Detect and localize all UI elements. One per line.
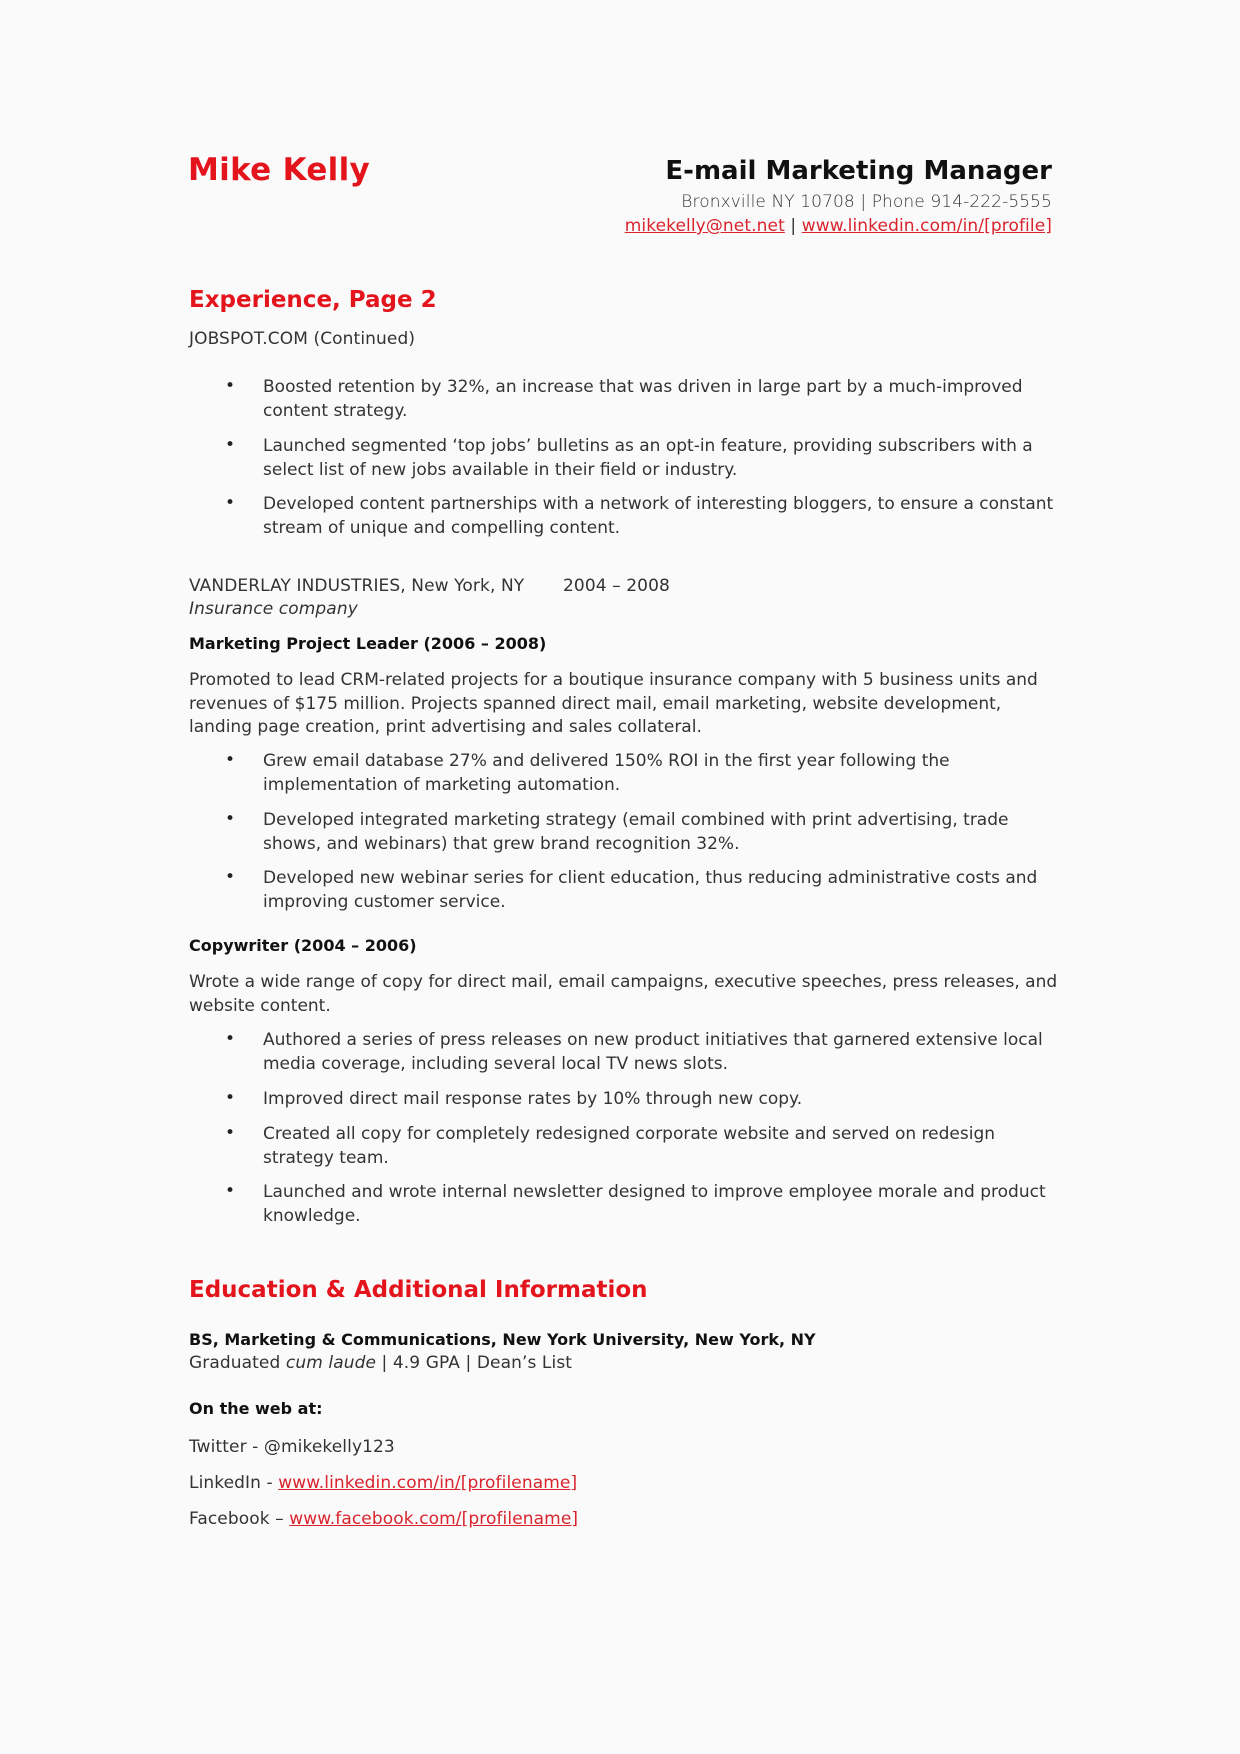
bullet-icon: • [225, 750, 236, 770]
facebook-label: Facebook – [189, 1509, 290, 1529]
experience-heading: Experience, Page 2 [189, 287, 437, 313]
linkedin-line [189, 1473, 577, 1493]
facebook-profile-link[interactable]: www.facebook.com/[profilename] [289, 1509, 579, 1529]
separator: | [790, 216, 797, 236]
phone: Phone 914-222-5555 [871, 192, 1052, 212]
separator: | [860, 192, 867, 212]
linkedin-profile-link[interactable]: www.linkedin.com/in/[profilename] [278, 1473, 578, 1493]
list-item: Launched segmented ‘top jobs’ bulletins as an opt-in feature, providing subscribers with a select list of new jobs available in their field or industry. [263, 436, 1033, 480]
list-item: Improved direct mail response rates by 10% through new copy. [263, 1089, 803, 1109]
bullet-icon: • [225, 809, 236, 829]
contact-links [625, 216, 1052, 236]
vanderlay-company: VANDERLAY INDUSTRIES, New York, NY [189, 576, 525, 596]
education-heading: Education & Additional Information [189, 1277, 648, 1303]
list-item: Developed content partnerships with a network of interesting bloggers, to ensure a constant stream of unique and compelling content. [263, 494, 1054, 538]
role-summary: Promoted to lead CRM-related projects for a boutique insurance company with 5 business units and revenues of $175 million. Projects spanned direct mail, email marketing, website development, landing page creation, print advertising and sales collateral. [189, 670, 1038, 737]
location: Bronxville NY 10708 [681, 192, 855, 212]
email-link[interactable]: mikekelly@net.net [624, 216, 785, 236]
bullet-icon: • [225, 1029, 236, 1049]
honors-latin: cum laude [285, 1353, 377, 1373]
role-summary: Wrote a wide range of copy for direct mail, email campaigns, executive speeches, press releases, and website content. [189, 972, 1058, 1016]
honors-prefix: Graduated [189, 1353, 286, 1373]
bullet-icon: • [225, 1181, 236, 1201]
bullet-icon: • [225, 1088, 236, 1108]
list-item: Created all copy for completely redesigned corporate website and served on redesign strategy team. [263, 1124, 996, 1168]
role-title: Marketing Project Leader (2006 – 2008) [189, 634, 547, 653]
contact-line [681, 192, 1052, 212]
list-item: Developed new webinar series for client education, thus reducing administrative costs and improving customer service. [263, 868, 1038, 912]
vanderlay-dates: 2004 – 2008 [563, 576, 670, 596]
company-type: Insurance company [189, 599, 358, 619]
bullet-icon: • [225, 376, 236, 396]
list-item: Boosted retention by 32%, an increase that was driven in large part by a much-improved content strategy. [263, 377, 1023, 421]
candidate-name: Mike Kelly [188, 152, 371, 188]
degree: BS, Marketing & Communications, New York University, New York, NY [189, 1330, 816, 1349]
bullet-icon: • [225, 867, 236, 887]
bullet-icon: • [225, 1123, 236, 1143]
list-item: Launched and wrote internal newsletter designed to improve employee morale and product knowledge. [263, 1182, 1046, 1226]
linkedin-link[interactable]: www.linkedin.com/in/[profile] [801, 216, 1052, 236]
list-item: Grew email database 27% and delivered 150% ROI in the first year following the implementation of marketing automation. [263, 751, 950, 795]
honors-line [189, 1353, 572, 1373]
bullet-icon: • [225, 435, 236, 455]
twitter-line: Twitter - @mikekelly123 [189, 1437, 395, 1457]
list-item: Authored a series of press releases on new product initiatives that garnered extensive local media coverage, including several local TV news slots. [263, 1030, 1043, 1074]
role-title: Copywriter (2004 – 2006) [189, 936, 417, 955]
job-title: E-mail Marketing Manager [665, 156, 1052, 186]
list-item: Developed integrated marketing strategy (email combined with print advertising, trade shows, and webinars) that grew brand recognition 32%. [263, 810, 1009, 854]
web-heading: On the web at: [189, 1399, 323, 1418]
honors-suffix: | 4.9 GPA | Dean’s List [376, 1353, 573, 1373]
facebook-line [189, 1509, 578, 1529]
jobspot-company: JOBSPOT.COM (Continued) [189, 329, 416, 349]
linkedin-label: LinkedIn - [189, 1473, 279, 1493]
bullet-icon: • [225, 493, 236, 513]
